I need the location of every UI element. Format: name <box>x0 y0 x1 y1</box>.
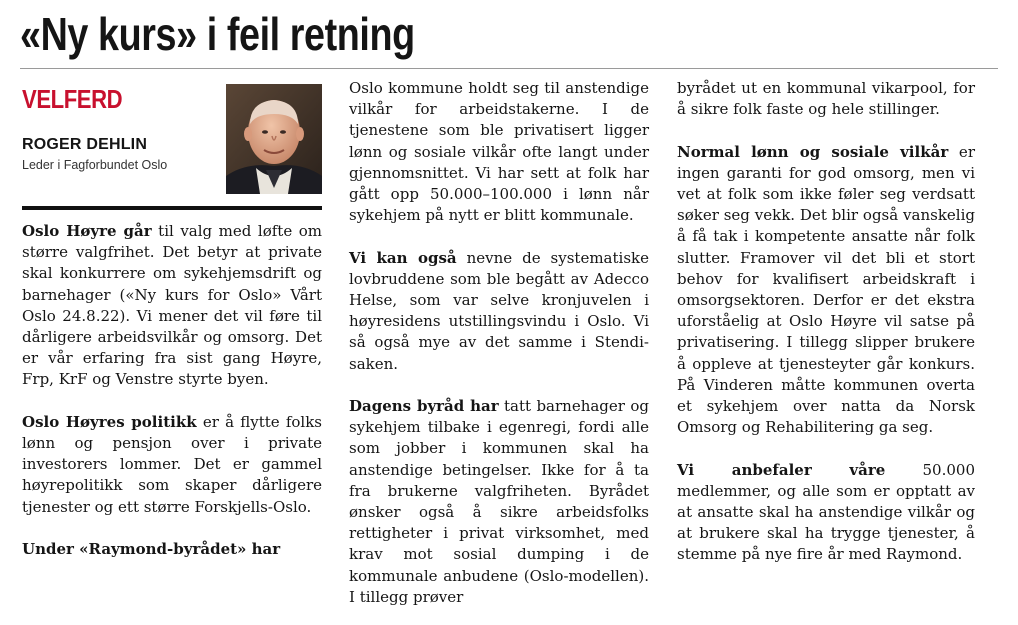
paragraph: Vi anbefaler våre 50.000 medlemmer, og alle som er opptatt av at ansatte skal ha anstendige vilkår og at brukere skal ha trygge tjenester, å stemme på nye fire år med Raymond. <box>677 460 975 564</box>
paragraph: Vi kan også nevne de systematiske lovbruddene som ble begått av Adecco Helse, som var selve kronjuvelen i høyresidens utstillingsvindu i Oslo. Vi så også mye av det samme i Stendi-saken. <box>349 248 649 373</box>
headline: «Ny kurs» i feil retning <box>20 8 415 60</box>
paragraph: Oslo Høyres politikk er å flytte folks lønn og pensjon over i private investorers lommer. Det er gammel høyrepolitikk som skaper dårligere tjenester og ett større Forskjells-Oslo. <box>22 412 322 516</box>
column-2 <box>349 78 649 608</box>
author-name: ROGER DEHLIN <box>22 136 148 153</box>
column-1 <box>22 78 322 560</box>
paragraph: Normal lønn og sosiale vilkår er ingen garanti for god omsorg, men vi vet at folk som ikke føler seg verdsatt søker seg vekk. Det blir også vanskelig å få tak i kompetente ansatte når folk slutter. Framover vil det bli et stort behov for kvalifisert arbeidskraft i omsorgsektoren. Derfor er det ekstra uforståelig at Oslo Høyre vil satse på privatisering. I tillegg slipper brukere å oppleve at tjenesteyter går konkurs. På Vinderen måtte kommunen overta et sykehjem over natta da Norsk Omsorg og Rehabilitering ga seg. <box>677 142 975 437</box>
author-photo <box>226 84 322 194</box>
paragraph: byrådet ut en kommunal vikarpool, for å sikre folk faste og hele stillinger. <box>677 79 975 119</box>
paragraph: Oslo Høyre går til valg med løfte om større valgfrihet. Det betyr at private skal konkurrere om sykehjemsdrift og barnehager («Ny kurs for Oslo» Vårt Oslo 24.8.22). Vi mener det vil føre til dårligere arbeidsvilkår og omsorg. Det er vår erfaring fra sist gang Høyre, Frp, KrF og Venstre styrte byen. <box>22 222 322 389</box>
author-role: Leder i Fagforbundet Oslo <box>22 158 168 172</box>
byline <box>22 84 322 202</box>
author-portrait-icon <box>226 84 322 194</box>
column-3 <box>677 78 975 566</box>
paragraph: Under «Raymond-byrådet» har <box>22 540 281 559</box>
paragraph: Dagens byråd har tatt barnehager og sykehjem tilbake i egenregi, fordi alle som jobber i kommunen skal ha anstendige betingelser. Ikke for å ta fra brukerne valgfriheten. Byrådet ønsker også å sikre arbeidsfolks rettigheter i privat virksomhet, med krav mot sosial dumping i de kommunale anbudene (Oslo-modellen). I tillegg prøver <box>349 397 649 606</box>
byline-divider <box>22 206 322 210</box>
paragraph: Oslo kommune holdt seg til anstendige vilkår for arbeidstakerne. I de tjenestene som ble privatisert ligger lønn og sosiale vilkår ofte langt under gjennomsnittet. Vi har sett at folk har gått opp 50.000–100.000 i lønn når sykehjem på nytt er blitt kommunale. <box>349 79 649 225</box>
header-divider <box>20 68 998 69</box>
section-rubric: VELFERD <box>22 84 123 114</box>
